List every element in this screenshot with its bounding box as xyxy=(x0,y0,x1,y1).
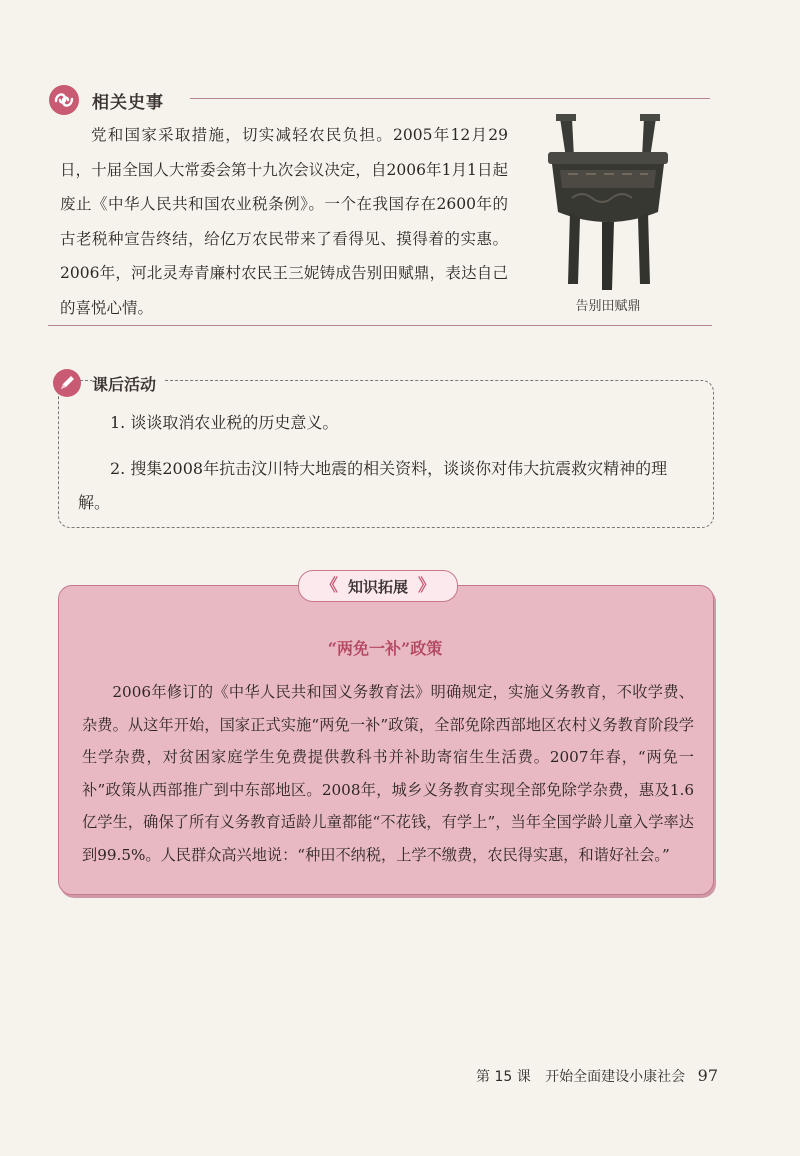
page-number: 97 xyxy=(697,1066,718,1085)
related-history-paragraph: 党和国家采取措施，切实减轻农民负担。2005年12月29日，十届全国人大常委会第十九次会议决定，自2006年1月1日起废止《中华人民共和国农业税条例》。一个在我国存在2600年的古老税种宣告终结，给亿万农民带来了看得见、摸得着的实惠。2006年，河北灵寿青廉村农民王三妮铸成告别田赋鼎，表达自己的喜悦心情。 xyxy=(60,126,508,317)
knowledge-paragraph: 2006年修订的《中华人民共和国义务教育法》明确规定，实施义务教育，不收学费、杂费。从这年开始，国家正式实施“两免一补”政策，全部免除西部地区农村义务教育阶段学生学杂费，对贫困家庭学生免费提供教科书并补助寄宿生生活费。2007年春，“两免一补”政策从西部推广到中东部地区。2008年，城乡义务教育实现全部免除学杂费，惠及1.6亿学生，确保了所有义务教育适龄儿童都能“不花钱，有学上”，当年全国学龄儿童入学率达到99.5%。人民群众高兴地说：“种田不纳税，上学不缴费，农民得实惠，和谐好社会。” xyxy=(82,683,694,864)
knowledge-tab xyxy=(298,570,458,602)
page-footer xyxy=(400,1066,718,1086)
knowledge-tab-label: 知识拓展 xyxy=(347,577,408,596)
section-divider-bottom xyxy=(48,325,712,326)
pencil-icon xyxy=(52,368,82,398)
ding-vessel-image xyxy=(538,108,678,298)
activity-question-1: 1. 谈谈取消农业税的历史意义。 xyxy=(110,413,339,432)
swirl-icon xyxy=(48,84,80,116)
activity-question-2: 2. 搜集2008年抗击汶川特大地震的相关资料，谈谈你对伟大抗震救灾精神的理解。 xyxy=(78,459,668,512)
related-history-title: 相关史事 xyxy=(92,93,164,113)
lesson-number: 第 15 课 xyxy=(476,1069,531,1085)
section-divider xyxy=(190,98,710,99)
ding-vessel-icon xyxy=(538,108,678,298)
lesson-title: 开始全面建设小康社会 xyxy=(545,1069,686,1085)
knowledge-heading: “两免一补”政策 xyxy=(327,639,443,658)
image-caption: 告别田赋鼎 xyxy=(575,299,641,314)
chevron-left-icon: 《 xyxy=(320,575,338,596)
chevron-right-icon: 》 xyxy=(418,575,435,596)
activities-title: 课后活动 xyxy=(92,372,164,395)
